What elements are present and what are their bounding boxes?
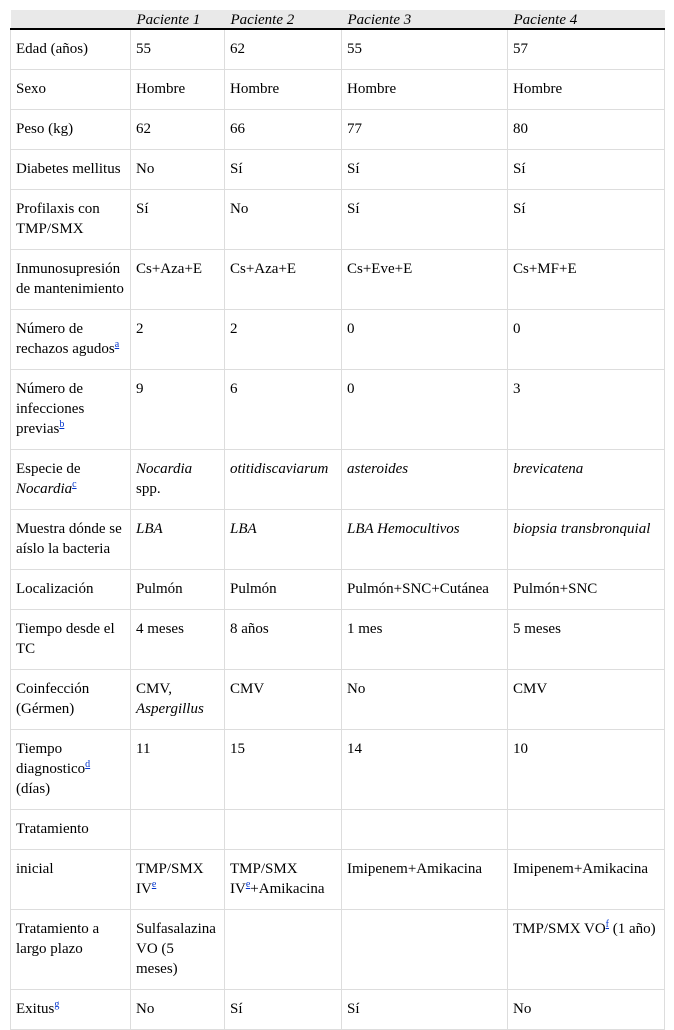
cell: Sí — [131, 190, 225, 250]
cell: 3 — [508, 370, 665, 450]
cell: Sí — [508, 150, 665, 190]
table-row — [11, 610, 665, 670]
row-label: Inmunosupresión de mantenimiento — [11, 250, 131, 310]
header-patient-2: Paciente 2 — [225, 10, 342, 29]
header-patient-3: Paciente 3 — [342, 10, 508, 29]
cell: 55 — [131, 29, 225, 70]
cell: 55 — [342, 29, 508, 70]
table-row — [11, 310, 665, 370]
cell: TMP/SMX $VO^f$ (1 año) — [508, 910, 665, 990]
row-label: Sexo — [11, 70, 131, 110]
cell: 11 — [131, 730, 225, 810]
table-row — [11, 29, 665, 70]
cell: TMP/SMX IVe — [131, 850, 225, 910]
cell: 2 — [131, 310, 225, 370]
cell: Imipenem+Amikacina — [508, 850, 665, 910]
table-row — [11, 570, 665, 610]
cell: 9 — [131, 370, 225, 450]
table-row — [11, 850, 665, 910]
cell: 1 mes — [342, 610, 508, 670]
cell: Cs+MF+E — [508, 250, 665, 310]
footnote-link-f[interactable]: f — [605, 919, 610, 930]
cell: 15 — [225, 730, 342, 810]
row-label: Diabetes mellitus — [11, 150, 131, 190]
row-label: Profilaxis con TMP/SMX — [11, 190, 131, 250]
cell: otitidiscaviarum — [225, 450, 342, 510]
row-label: Tratamiento — [11, 810, 131, 850]
cell: 14 — [342, 730, 508, 810]
cell: Cs+Aza+E — [225, 250, 342, 310]
table-row — [11, 150, 665, 190]
cell: Pulmón — [131, 570, 225, 610]
cell: asteroides — [342, 450, 508, 510]
cell: Pulmón — [225, 570, 342, 610]
cell: Sí — [342, 190, 508, 250]
cell: LBA — [225, 510, 342, 570]
cell: 8 años — [225, 610, 342, 670]
cell: Hombre — [342, 70, 508, 110]
row-label: Muestra dónde se aíslo la bacteria — [11, 510, 131, 570]
cell: 62 — [225, 29, 342, 70]
table-row — [11, 730, 665, 810]
cell: Cs+Eve+E — [342, 250, 508, 310]
row-label: Peso (kg) — [11, 110, 131, 150]
cell: Sulfasalazina VO (5 meses) — [131, 910, 225, 990]
table-row — [11, 510, 665, 570]
footnote-link-e[interactable]: e — [151, 879, 157, 890]
cell: 4 meses — [131, 610, 225, 670]
cell: Hombre — [131, 70, 225, 110]
cell: Nocardia spp. — [131, 450, 225, 510]
row-label: Número de rechazos agudos$^a$ — [11, 310, 131, 370]
cell: No — [225, 190, 342, 250]
cell: 10 — [508, 730, 665, 810]
cell: 0 — [342, 310, 508, 370]
row-label: Edad (años) — [11, 29, 131, 70]
row-label: Especie de Nocardia$^c$ — [11, 450, 131, 510]
row-label: inicial — [11, 850, 131, 910]
cell: 57 — [508, 29, 665, 70]
cell: 5 meses — [508, 610, 665, 670]
cell: 80 — [508, 110, 665, 150]
header-patient-1: Paciente 1 — [131, 10, 225, 29]
cell: CMV, Aspergillus — [131, 670, 225, 730]
table-row — [11, 70, 665, 110]
cell: LBA Hemocultivos — [342, 510, 508, 570]
table-row — [11, 670, 665, 730]
footnote-link-e[interactable]: e — [245, 879, 251, 890]
cell: TMP/SMX $IV^e+Amikacina$ — [225, 850, 342, 910]
cell: Sí — [342, 150, 508, 190]
table-row — [11, 110, 665, 150]
table-row — [11, 190, 665, 250]
cell: Sí — [225, 990, 342, 1030]
header-patient-4: Paciente 4 — [508, 10, 665, 29]
header-row — [11, 10, 665, 29]
cell: 6 — [225, 370, 342, 450]
cell: No — [342, 670, 508, 730]
cell: Hombre — [508, 70, 665, 110]
table-row — [11, 450, 665, 510]
table-row — [11, 810, 665, 850]
row-label: Tiempo desde el TC — [11, 610, 131, 670]
cell — [131, 810, 225, 850]
row-label: Tratamiento a largo plazo — [11, 910, 131, 990]
row-label: Número de infecciones previas$^b$ — [11, 370, 131, 450]
cell: No — [131, 150, 225, 190]
cell: 2 — [225, 310, 342, 370]
cell: biopsia transbronquial — [508, 510, 665, 570]
cell: Sí — [342, 990, 508, 1030]
row-label: Tiempo diagnostico$^d$ (días) — [11, 730, 131, 810]
cell: 66 — [225, 110, 342, 150]
cell: CMV — [508, 670, 665, 730]
footnote-link-a[interactable]: a — [114, 339, 120, 350]
cell: 77 — [342, 110, 508, 150]
table-row — [11, 250, 665, 310]
cell: Sí — [508, 190, 665, 250]
cell: Pulmón+SNC — [508, 570, 665, 610]
cell: Imipenem+Amikacina — [342, 850, 508, 910]
cell: CMV — [225, 670, 342, 730]
footnote-link-c[interactable]: c — [72, 479, 77, 490]
cell: Pulmón+SNC+Cutánea — [342, 570, 508, 610]
row-label: Localización — [11, 570, 131, 610]
cell: 62 — [131, 110, 225, 150]
cell — [342, 810, 508, 850]
cell: brevicatena — [508, 450, 665, 510]
table-row — [11, 990, 665, 1030]
cell: 0 — [342, 370, 508, 450]
cell — [225, 810, 342, 850]
cell: Hombre — [225, 70, 342, 110]
table-row — [11, 370, 665, 450]
cell: 0 — [508, 310, 665, 370]
patients-table — [10, 10, 665, 1030]
cell: Cs+Aza+E — [131, 250, 225, 310]
cell: No — [508, 990, 665, 1030]
footnote-link-d[interactable]: d — [85, 759, 91, 770]
cell: LBA — [131, 510, 225, 570]
footnote-link-b[interactable]: b — [59, 419, 65, 430]
header-empty — [11, 10, 131, 29]
row-label: Exitus$^g$ — [11, 990, 131, 1030]
footnote-link-g[interactable]: g — [54, 999, 60, 1010]
cell: Sí — [225, 150, 342, 190]
row-label: Coinfección (Gérmen) — [11, 670, 131, 730]
cell: No — [131, 990, 225, 1030]
cell — [508, 810, 665, 850]
